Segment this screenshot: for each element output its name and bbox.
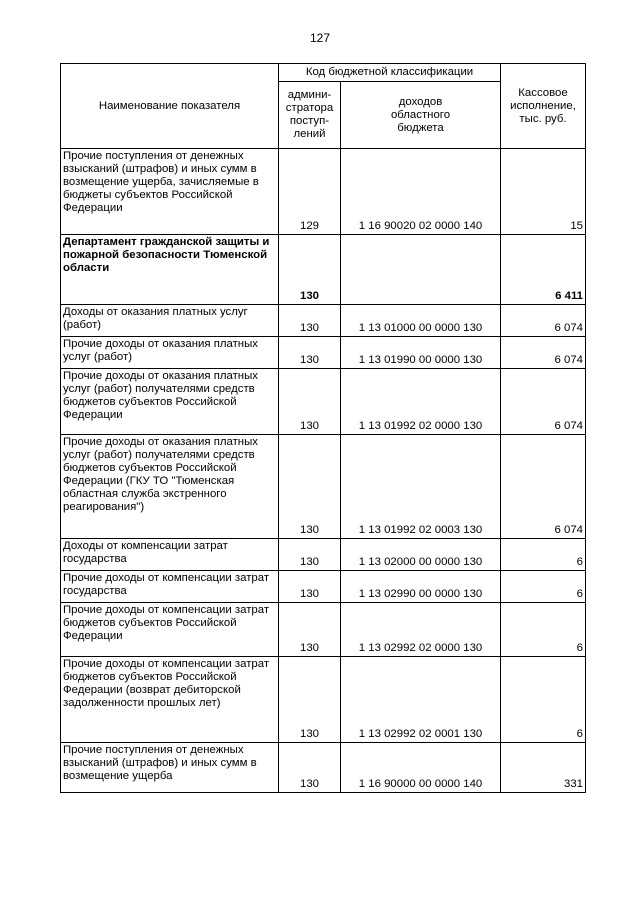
- row-amount-cell: 6: [501, 657, 586, 743]
- row-name-cell: Прочие доходы от компенсации затрат государства: [61, 571, 279, 603]
- row-amount-cell: 6 074: [501, 305, 586, 337]
- row-admin-cell: 130: [279, 305, 341, 337]
- row-code-cell: 1 13 02992 02 0001 130: [341, 657, 501, 743]
- row-admin-cell: 130: [279, 603, 341, 657]
- row-amount-cell: 6: [501, 539, 586, 571]
- row-amount-cell: 6: [501, 603, 586, 657]
- row-name-cell: Прочие доходы от оказания платных услуг (работ): [61, 337, 279, 369]
- header-cash-execution: Кассовое исполнение, тыс. руб.: [501, 64, 586, 149]
- row-admin-cell: 130: [279, 657, 341, 743]
- row-name-cell: Департамент гражданской защиты и пожарной безопасности Тюменской области: [61, 235, 279, 305]
- table-row: [61, 539, 586, 571]
- header-budget-classification: Код бюджетной классификации: [279, 64, 501, 82]
- row-code-cell: 1 13 01992 02 0003 130: [341, 435, 501, 539]
- page-number: 127: [309, 31, 331, 45]
- row-name-cell: Прочие доходы от оказания платных услуг (работ) получателями средств бюджетов субъектов Российской Федерации (ГКУ ТО "Тюменская областная служба экстренного реагирования"): [61, 435, 279, 539]
- row-code-cell: 1 13 02992 02 0000 130: [341, 603, 501, 657]
- table-row: [61, 235, 586, 305]
- row-name-cell: Прочие доходы от компенсации затрат бюджетов субъектов Российской Федерации (возврат дебиторской задолженности прошлых лет): [61, 657, 279, 743]
- row-amount-cell: 15: [501, 149, 586, 235]
- table-row: [61, 305, 586, 337]
- table-row: [61, 369, 586, 435]
- budget-table: [60, 63, 586, 793]
- row-amount-cell: 331: [501, 743, 586, 793]
- row-amount-cell: 6: [501, 571, 586, 603]
- row-name-cell: Прочие поступления от денежных взысканий (штрафов) и иных сумм в возмещение ущерба: [61, 743, 279, 793]
- row-name-cell: Доходы от компенсации затрат государства: [61, 539, 279, 571]
- row-amount-cell: 6 074: [501, 369, 586, 435]
- row-amount-cell: 6 074: [501, 435, 586, 539]
- row-amount-cell: 6 411: [501, 235, 586, 305]
- row-code-cell: 1 13 02990 00 0000 130: [341, 571, 501, 603]
- row-name-cell: Доходы от оказания платных услуг (работ): [61, 305, 279, 337]
- row-name-cell: Прочие доходы от компенсации затрат бюджетов субъектов Российской Федерации: [61, 603, 279, 657]
- table-row: [61, 435, 586, 539]
- row-name-cell: Прочие доходы от оказания платных услуг (работ) получателями средств бюджетов субъектов Российской Федерации: [61, 369, 279, 435]
- row-name-cell: Прочие поступления от денежных взысканий (штрафов) и иных сумм в возмещение ущерба, зачисляемые в бюджеты субъектов Российской Федерации: [61, 149, 279, 235]
- row-code-cell: 1 16 90020 02 0000 140: [341, 149, 501, 235]
- table-row: [61, 743, 586, 793]
- header-administrator: админи- стратора поступ- лений: [279, 82, 341, 149]
- row-code-cell: 1 13 02000 00 0000 130: [341, 539, 501, 571]
- table-body: [61, 149, 586, 793]
- row-amount-cell: 6 074: [501, 337, 586, 369]
- table-row: [61, 603, 586, 657]
- row-admin-cell: 130: [279, 337, 341, 369]
- row-code-cell: 1 13 01992 02 0000 130: [341, 369, 501, 435]
- row-admin-cell: 130: [279, 235, 341, 305]
- row-admin-cell: 130: [279, 743, 341, 793]
- row-code-cell: 1 16 90000 00 0000 140: [341, 743, 501, 793]
- row-admin-cell: 130: [279, 539, 341, 571]
- table-row: [61, 149, 586, 235]
- table-row: [61, 571, 586, 603]
- row-code-cell: 1 13 01990 00 0000 130: [341, 337, 501, 369]
- row-code-cell: 1 13 01000 00 0000 130: [341, 305, 501, 337]
- row-admin-cell: 130: [279, 571, 341, 603]
- header-income-code: доходов областного бюджета: [341, 82, 501, 149]
- row-admin-cell: 130: [279, 435, 341, 539]
- table-row: [61, 337, 586, 369]
- table-row: [61, 657, 586, 743]
- row-code-cell: [341, 235, 501, 305]
- row-admin-cell: 130: [279, 369, 341, 435]
- row-admin-cell: 129: [279, 149, 341, 235]
- header-indicator-name: Наименование показателя: [61, 64, 279, 149]
